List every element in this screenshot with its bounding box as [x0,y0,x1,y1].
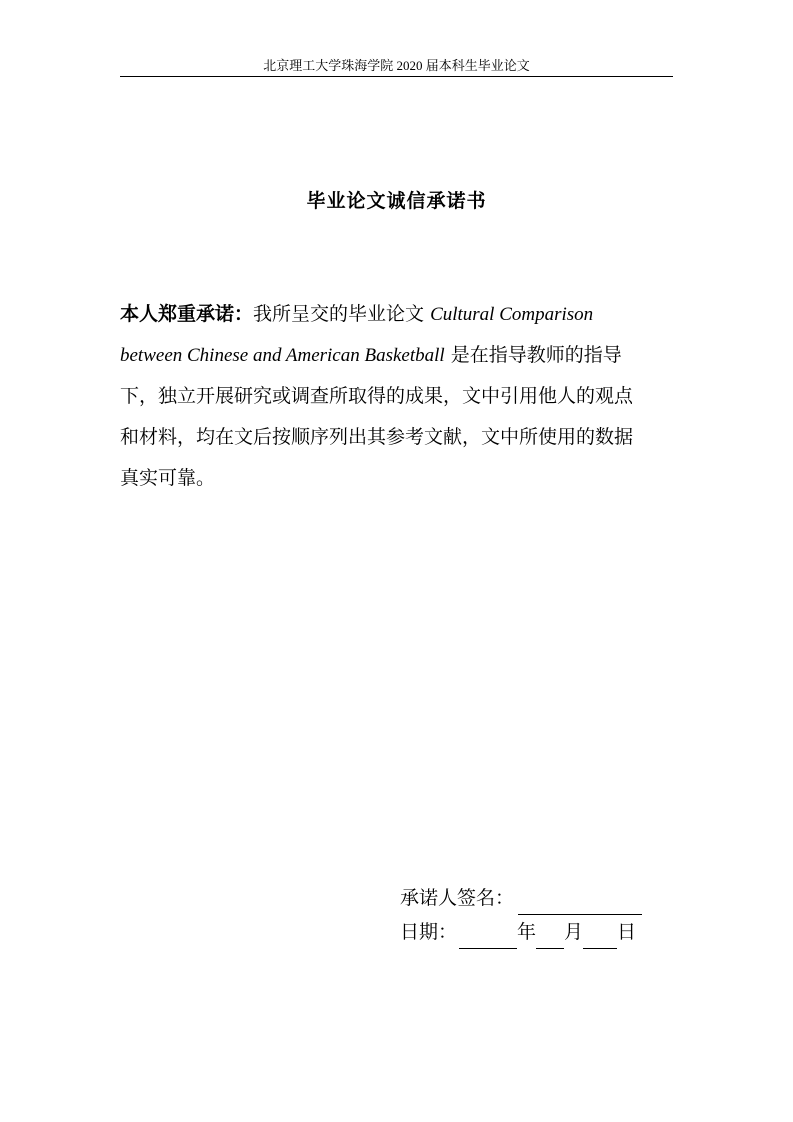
running-header [120,56,673,77]
statement-text-2: 是在指导教师的指导下，独立开展研究或调查所取得的成果，文中引用他人的观点和材料，均在文后按顺序列出其参考文献，文中所使用的数据真实可靠。 [120,344,634,489]
statement-text-1: 我所呈交的毕业论文 [253,303,431,325]
date-row [400,915,642,949]
signer-row [400,881,642,915]
header-text: 北京理工大学珠海学院 2020 届本科生毕业论文 [263,58,530,73]
statement-lead: 本人郑重承诺： [120,303,254,325]
day-blank-line[interactable] [583,922,617,949]
date-label: 日期： [400,921,458,943]
year-label: 年 [517,921,537,943]
signer-blank-line[interactable] [518,888,642,915]
signature-block [400,881,642,949]
signer-label: 承诺人签名： [400,887,515,909]
thesis-title: Cultural Comparison between Chinese and American Basketball [120,304,594,366]
year-blank-line[interactable] [459,922,517,949]
page-title: 毕业论文诚信承诺书 [306,190,487,212]
month-label: 月 [564,921,584,943]
day-label: 日 [617,921,637,943]
month-blank-line[interactable] [536,922,564,949]
integrity-statement [120,294,650,499]
